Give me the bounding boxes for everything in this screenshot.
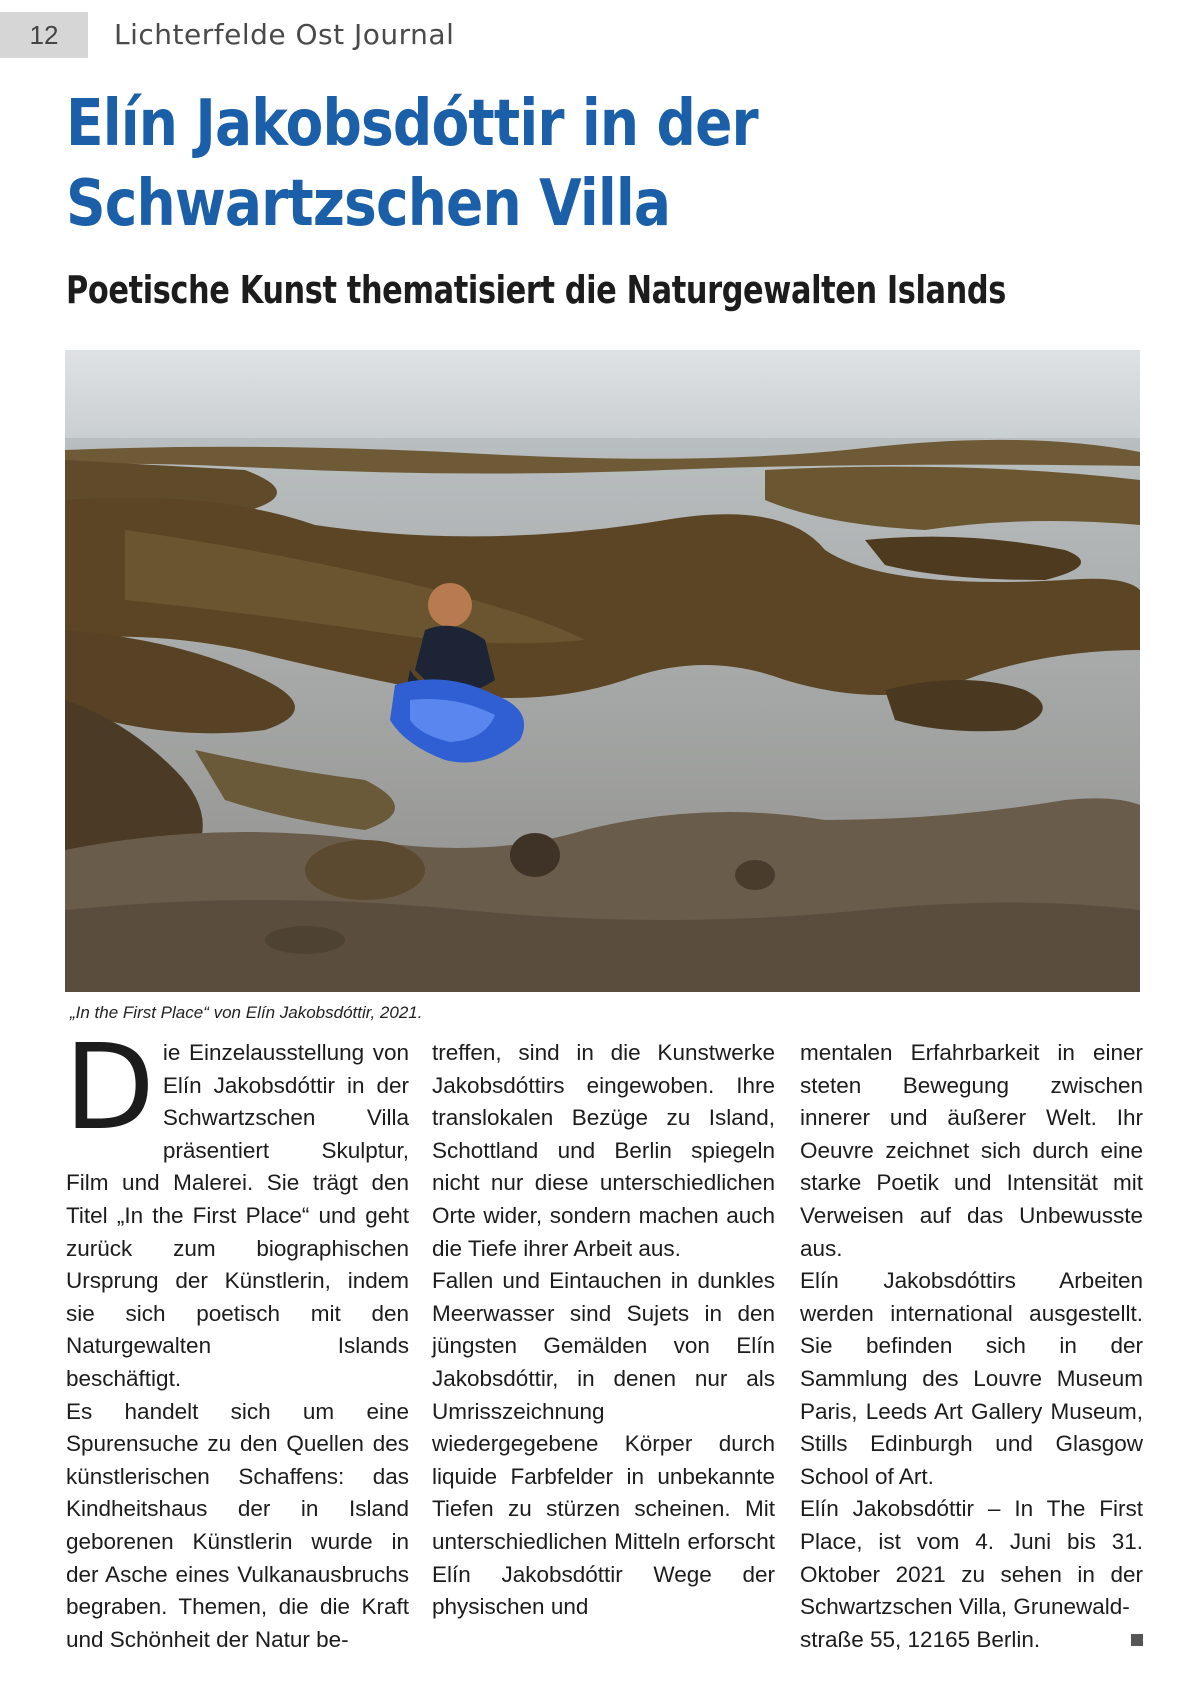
paragraph: mentalen Erfahrbarkeit in einer steten Bewegung zwischen innerer und äußerer Welt. Ihr Oeuvre zeichnet sich durch eine starke Poetik und Intensität mit Verweisen auf das Unbewusste aus. <box>800 1040 1143 1261</box>
paragraph: Es handelt sich um eine Spurensuche zu den Quellen des künstlerischen Schaffens: das Kindheitshaus der in Island geborenen Künstlerin wurde in der Asche eines Vulkanausbruchs begraben. Themen, die die Kraft und Schönheit der Natur be- <box>66 1398 409 1652</box>
title-line-2: Schwartzschen Villa <box>66 167 671 241</box>
dropcap: D <box>64 1018 155 1156</box>
page-number: 12 <box>0 12 88 58</box>
article-subtitle: Poetische Kunst thematisiert die Naturgewalten Islands <box>66 268 1006 312</box>
end-of-article-square-icon <box>1131 1634 1143 1646</box>
article-photo <box>65 350 1140 992</box>
paragraph: treffen, sind in die Kunstwerke Jakobsdóttirs eingewoben. Ihre translokalen Bezüge zu Island, Schottland und Berlin spiegeln nicht nur diese unterschiedlichen Orte wider, sondern machen auch die Tiefe ihrer Arbeit aus. <box>432 1040 775 1261</box>
final-line <box>800 1624 1143 1657</box>
paragraph: Elín Jakobsdóttir – In The First Place, ist vom 4. Juni bis 31. Oktober 2021 zu sehen in der Schwartzschen Villa, Grunewald- <box>800 1496 1143 1620</box>
paragraph-text: straße 55, 12165 Berlin. <box>800 1626 1041 1652</box>
article-column-1 <box>64 1018 409 1656</box>
paragraph: Fallen und Eintauchen in dunkles Meerwasser sind Sujets in den jüngsten Gemälden von Elín Jakobsdóttir, in denen nur als Umrisszeichnung wiedergegebene Körper durch liquide Farbfelder in unbekannte Tiefen zu stürzen scheinen. Mit unterschiedlichen Mitteln erforscht Elín Jakobsdóttir Wege der physischen und <box>432 1268 775 1620</box>
paragraph <box>64 1018 409 1396</box>
article-column-2 <box>432 1037 775 1624</box>
article-title <box>66 84 926 244</box>
title-line-1: Elín Jakobsdóttir in der <box>66 87 758 161</box>
paragraph: Elín Jakobsdóttirs Arbeiten werden international ausgestellt. Sie befinden sich in der Sammlung des Louvre Museum Paris, Leeds Art Gallery Museum, Stills Edinburgh und Glasgow School of Art. <box>800 1268 1143 1489</box>
article-column-3 <box>800 1037 1143 1656</box>
photo-caption: „In the First Place“ von Elín Jakobsdóttir, 2021. <box>70 1003 423 1022</box>
journal-name: Lichterfelde Ost Journal <box>114 18 455 51</box>
paragraph-text: ie Einzelausstellung von Elín Jakobsdóttir in der Schwartzschen Villa präsentiert Skulptur, Film und Malerei. Sie trägt den Titel „In the First Place“ und geht zurück zum biographischen Ursprung der Künstlerin, indem sie sich poetisch mit den Naturgewalten Islands beschäftigt. <box>66 1040 409 1391</box>
